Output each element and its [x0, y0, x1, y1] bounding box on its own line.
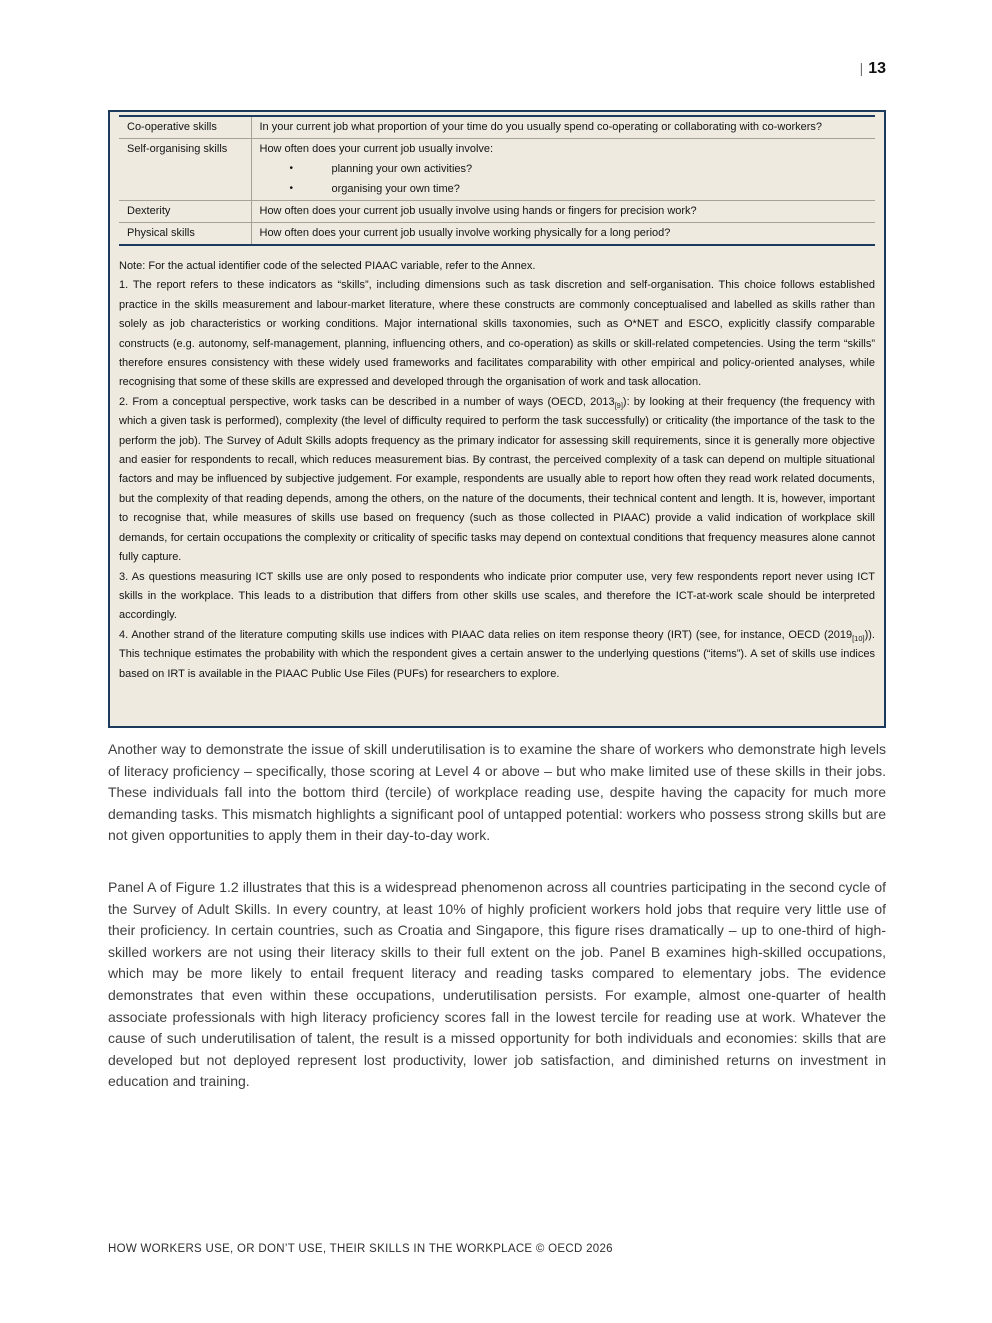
- footnote-1: 1. The report refers to these indicators as “skills”, including dimensions such as task discretion and self-organisation. This choice follows established practice in the skills measurement and labour-market literature, where these constructs are commonly conceptualised and labelled as skills rather than solely as job characteristics or working conditions. Major international skills taxonomies, such as O*NET and ESCO, explicitly classify comparable constructs (e.g. autonomy, self-management, planning, influencing others, and co-operation) as skills or skill-related competencies. Using the term “skills” therefore ensures consistency with these widely used frameworks and facilitates comparability with other empirical and policy-oriented analyses, while recognising that some of these skills are expressed and developed through the organisation of work and task allocation.: [119, 279, 875, 389]
- note-text-segment: 4. Another strand of the literature computing skills use indices with PIAAC data relies on item response theory (IRT) (see, for instance, OECD (2019: [119, 628, 853, 641]
- question-cell: How often does your current job usually involve using hands or fingers for precision work?: [251, 201, 875, 223]
- question-intro: How often does your current job usually involve:: [259, 143, 494, 155]
- page-number: [860, 60, 886, 78]
- skill-name-cell: Dexterity: [119, 201, 251, 223]
- bullet-text: organising your own time?: [331, 183, 460, 195]
- bullet-icon: •: [289, 183, 294, 194]
- skill-name-cell: Physical skills: [119, 223, 251, 246]
- note-text-segment: 2. From a conceptual perspective, work tasks can be described in a number of ways (OECD, 2013: [119, 395, 615, 408]
- notes-section: [119, 257, 875, 684]
- footnote-2: [119, 393, 875, 568]
- footer-running-title: HOW WORKERS USE, OR DON’T USE, THEIR SKILLS IN THE WORKPLACE © OECD 2026: [108, 1243, 613, 1255]
- note-text-segment: ): by looking at their frequency (the frequency with which a given task is performed), complexity (the level of difficulty required to perform the task successfully) or criticality (the importance of the task to the perform the job). The Survey of Adult Skills adopts frequency as the primary indicator for assessing skill requirements, since it is generally more objective and easier for respondents to recall, which reduces measurement bias. By contrast, the perceived complexity of a task can depend on multiple situational factors and may be influenced by subjective judgement. For example, respondents are usually able to report how often they read work related documents, but the complexity of that reading depends, among the others, on the nature of the documents, their technical content and length. It is, however, important to recognise that, while measures of skills use based on frequency (such as those collected in PIAAC) provide a valid indication of workplace skill demands, for certain occupations the complexity or criticality of specific tasks may depend on contextual conditions that frequency measures alone cannot fully capture.: [119, 395, 875, 564]
- note-source-line: Note: For the actual identifier code of the selected PIAAC variable, refer to the Annex.: [119, 260, 536, 272]
- bullet-item: [260, 162, 870, 176]
- question-cell: How often does your current job usually involve working physically for a long period?: [251, 223, 875, 246]
- table-row: [119, 201, 875, 223]
- body-paragraph-1: Another way to demonstrate the issue of skill underutilisation is to examine the share of workers who demonstrate high levels of literacy proficiency – specifically, those scoring at Level 4 or above – but who make limited use of these skills in their jobs. These individuals fall into the bottom third (tercile) of workplace reading use, despite having the capacity for much more demanding tasks. This mismatch highlights a significant pool of untapped potential: workers who possess strong skills but are not given opportunities to apply them in their day-to-day work.: [108, 741, 886, 844]
- footnote-4: [119, 626, 875, 684]
- table-row: [119, 139, 875, 201]
- table-row: [119, 223, 875, 246]
- page-number-separator: |: [859, 60, 864, 76]
- bullet-item: [260, 182, 870, 196]
- bullet-text: planning your own activities?: [331, 163, 473, 175]
- question-cell: [251, 139, 875, 201]
- citation-reference: [9]: [614, 401, 623, 411]
- citation-reference: [10]: [852, 633, 865, 643]
- skills-questions-table: [119, 115, 875, 246]
- note-text-segment: )). This technique estimates the probability with which the respondent gives a certain answer to the underlying questions (“items”). A set of skills use indices based on IRT is available in the PIAAC Public Use Files (PUFs) for researchers to explore.: [119, 628, 875, 680]
- boxed-table-and-notes: [108, 110, 886, 728]
- bullet-icon: •: [289, 163, 294, 174]
- page-number-value: 13: [868, 60, 886, 77]
- body-paragraph-2: Panel A of Figure 1.2 illustrates that this is a widespread phenomenon across all countries participating in the second cycle of the Survey of Adult Skills. In every country, at least 10% of highly proficient workers hold jobs that require very little use of their proficiency. In certain countries, such as Croatia and Singapore, this figure rises dramatically – up to one-third of high-skilled workers are not using their literacy skills to their full extent on the job. Panel B examines high-skilled occupations, which may be more likely to entail frequent literacy and reading tasks compared to elementary jobs. The evidence demonstrates that even within these occupations, underutilisation persists. For example, almost one-quarter of health associate professionals with high literacy proficiency scores fall in the lowest tercile for reading use at work. Whatever the cause of such underutilisation of talent, the result is a missed opportunity for both individuals and economies: skills that are developed but not deployed represent lost productivity, lower job satisfaction, and diminished returns on investment in education and training.: [108, 879, 886, 1090]
- skill-name-cell: Co-operative skills: [119, 116, 251, 139]
- footnote-3: 3. As questions measuring ICT skills use are only posed to respondents who indicate prior computer use, very few respondents report never using ICT skills in the workplace. This leads to a distribution that differs from other skills use scales, and therefore the ICT-at-work scale should be interpreted accordingly.: [119, 570, 875, 622]
- table-row: [119, 116, 875, 139]
- skill-name-cell: Self-organising skills: [119, 139, 251, 201]
- question-cell: In your current job what proportion of your time do you usually spend co-operating or collaborating with co-workers?: [259, 121, 823, 133]
